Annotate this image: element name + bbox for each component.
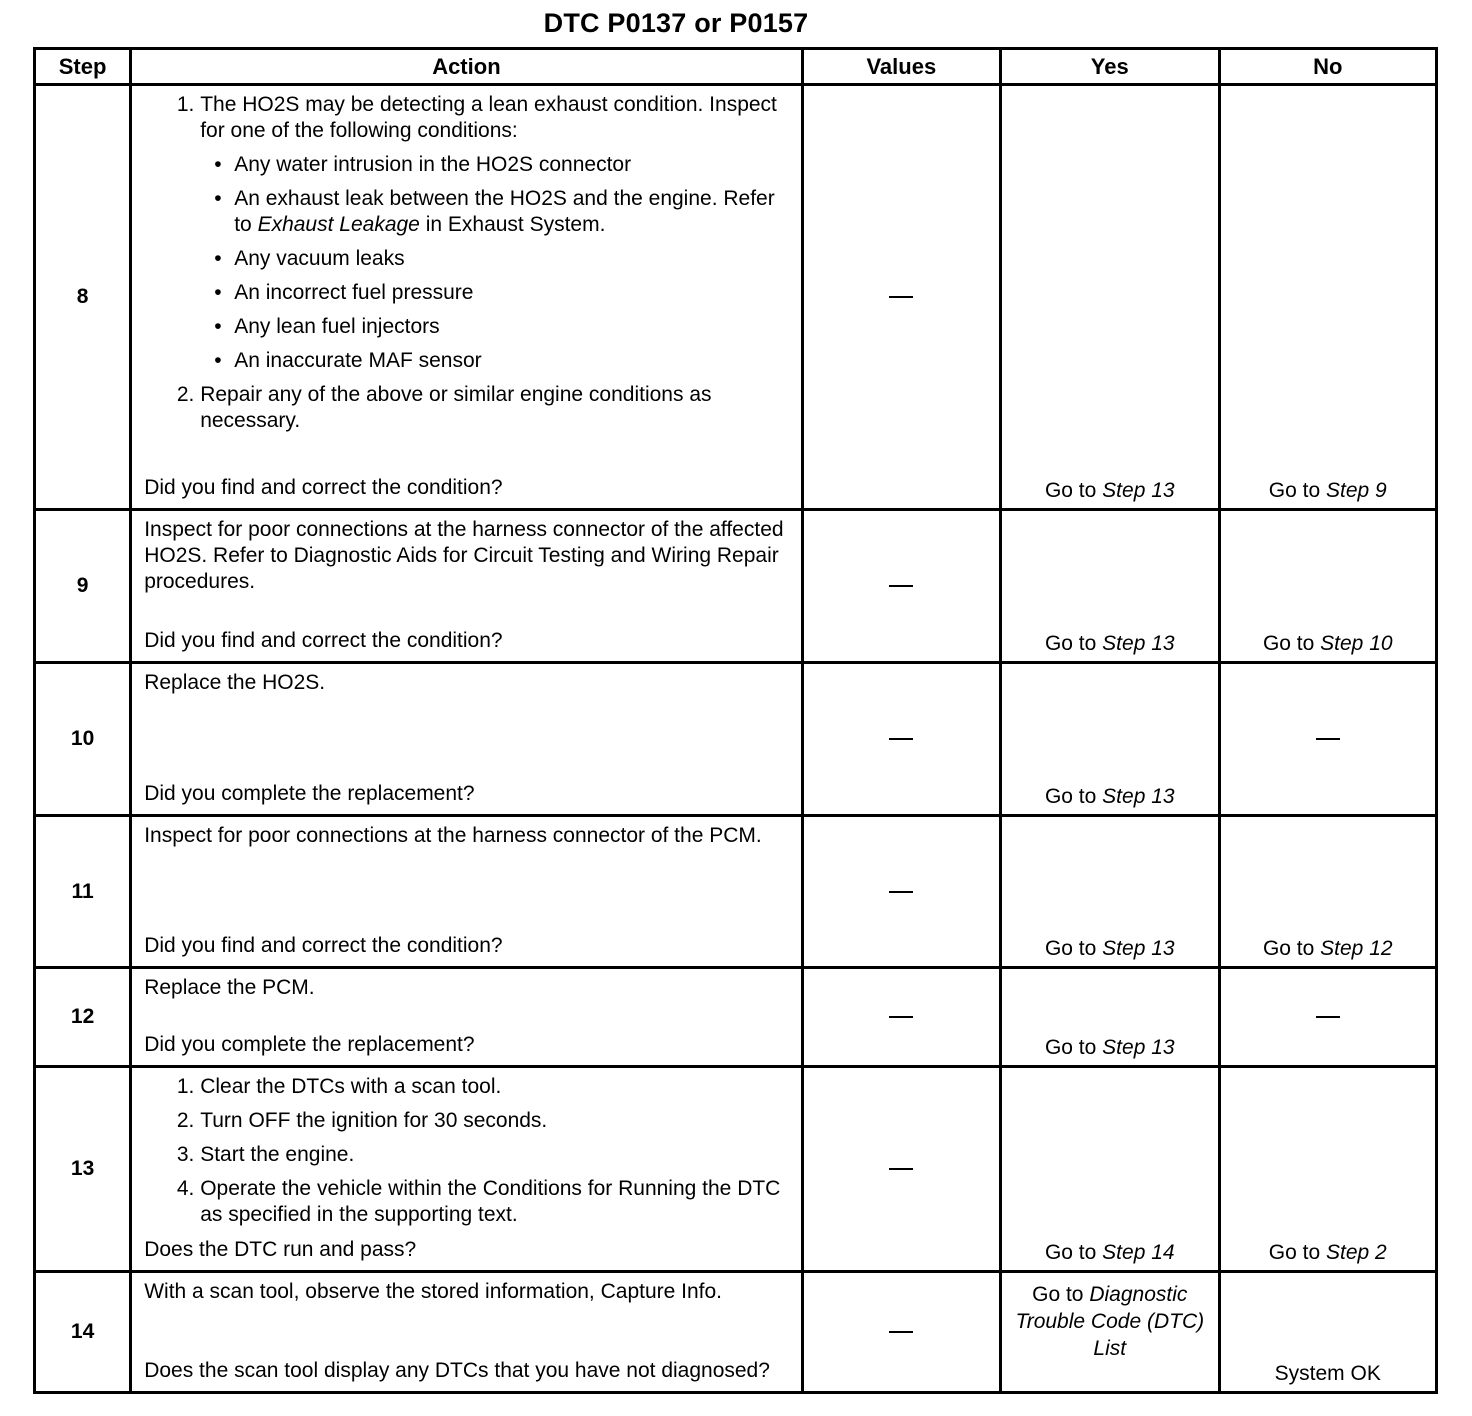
action-item: 2. Repair any of the above or similar engine conditions as necessary. <box>200 382 788 434</box>
dash <box>889 1168 913 1170</box>
go-to-label: Go to <box>1044 1241 1097 1264</box>
go-to-label: Go to <box>1044 1036 1097 1059</box>
action-cell <box>131 816 802 968</box>
step-link[interactable]: Step 2 <box>1326 1241 1387 1264</box>
action-item-text: The HO2S may be detecting a lean exhaust condition. Inspect for one of the following conditions: <box>200 93 777 142</box>
table-row <box>35 816 1437 968</box>
action-text: Replace the HO2S. <box>144 671 326 694</box>
action-cell <box>131 1067 802 1272</box>
step-link[interactable]: Step 13 <box>1102 785 1175 808</box>
go-to-label: Go to <box>1044 632 1097 655</box>
question-text: Does the scan tool display any DTCs that you have not diagnosed? <box>144 1359 770 1382</box>
yes-cell <box>1001 968 1219 1067</box>
yes-cell <box>1001 1067 1219 1272</box>
no-goto[interactable] <box>1221 478 1436 504</box>
table-row <box>35 1272 1437 1393</box>
action-text: Inspect for poor connections at the harness connector of the affected HO2S. Refer to Diagnostic Aids for Circuit Testing and Wiring Repair procedures. <box>144 518 784 593</box>
bullet-item <box>234 186 788 238</box>
dash <box>889 585 913 587</box>
step-number: 9 <box>35 510 131 663</box>
question-text: Did you find and correct the condition? <box>144 476 503 499</box>
dash <box>889 1016 913 1018</box>
step-link[interactable]: Step 13 <box>1102 479 1175 502</box>
dash <box>1316 1016 1340 1018</box>
bullet-item: • Any water intrusion in the HO2S connector <box>234 152 788 178</box>
header-yes: Yes <box>1001 49 1219 85</box>
step-link[interactable]: Step 14 <box>1102 1241 1175 1264</box>
step-link[interactable]: Step 10 <box>1320 632 1393 655</box>
no-cell <box>1219 816 1437 968</box>
table-row <box>35 510 1437 663</box>
header-values: Values <box>802 49 1000 85</box>
no-cell <box>1219 1067 1437 1272</box>
bullet-item: • An inaccurate MAF sensor <box>234 348 788 374</box>
table-row <box>35 663 1437 816</box>
yes-goto[interactable] <box>1002 1281 1217 1362</box>
yes-goto[interactable] <box>1002 936 1217 962</box>
action-cell <box>131 85 802 510</box>
no-goto[interactable] <box>1221 936 1436 962</box>
bullet-text: in Exhaust System. <box>425 213 606 236</box>
dtc-table <box>33 47 1438 1394</box>
reference-link[interactable]: Exhaust Leakage <box>257 213 420 236</box>
action-item <box>200 92 788 374</box>
go-to-label: Go to <box>1044 785 1097 808</box>
action-cell <box>131 1272 802 1393</box>
go-to-label: Go to <box>1044 479 1097 502</box>
go-to-label: Go to <box>1262 937 1315 960</box>
action-item: 2. Turn OFF the ignition for 30 seconds. <box>200 1108 788 1134</box>
question-text: Did you complete the replacement? <box>144 782 475 805</box>
action-cell <box>131 510 802 663</box>
question-text: Did you find and correct the condition? <box>144 629 503 652</box>
question-text: Did you find and correct the condition? <box>144 934 503 957</box>
yes-cell <box>1001 510 1219 663</box>
yes-cell <box>1001 816 1219 968</box>
bullet-text: An exhaust leak between the HO2S and the engine. Refer to <box>234 187 775 236</box>
yes-goto[interactable] <box>1002 478 1217 504</box>
action-text: Replace the PCM. <box>144 976 315 999</box>
go-to-label: Go to <box>1268 479 1321 502</box>
values-cell <box>802 1272 1000 1393</box>
step-link[interactable]: Step 12 <box>1320 937 1393 960</box>
yes-cell <box>1001 1272 1219 1393</box>
yes-goto[interactable] <box>1002 784 1217 810</box>
no-cell <box>1219 510 1437 663</box>
bullet-item: • An incorrect fuel pressure <box>234 280 788 306</box>
table-row <box>35 1067 1437 1272</box>
values-cell <box>802 816 1000 968</box>
step-number: 8 <box>35 85 131 510</box>
yes-goto[interactable] <box>1002 631 1217 657</box>
step-link[interactable]: Step 9 <box>1326 479 1387 502</box>
action-text: With a scan tool, observe the stored information, Capture Info. <box>144 1280 723 1303</box>
dtc-list-link[interactable]: Diagnostic Trouble Code (DTC) List <box>1015 1283 1205 1360</box>
values-cell <box>802 663 1000 816</box>
values-cell <box>802 1067 1000 1272</box>
go-to-label: Go to <box>1262 632 1315 655</box>
values-cell <box>802 968 1000 1067</box>
values-cell <box>802 85 1000 510</box>
no-cell <box>1219 663 1437 816</box>
no-cell <box>1219 85 1437 510</box>
table-row <box>35 968 1437 1067</box>
yes-cell <box>1001 85 1219 510</box>
action-item: 1. Clear the DTCs with a scan tool. <box>200 1074 788 1100</box>
question-text: Did you complete the replacement? <box>144 1033 475 1056</box>
bullet-item: • Any lean fuel injectors <box>234 314 788 340</box>
no-goto[interactable] <box>1221 631 1436 657</box>
values-cell <box>802 510 1000 663</box>
step-number: 14 <box>35 1272 131 1393</box>
no-cell <box>1219 968 1437 1067</box>
dash <box>889 891 913 893</box>
action-cell <box>131 968 802 1067</box>
action-text: Inspect for poor connections at the harness connector of the PCM. <box>144 824 762 847</box>
dash <box>889 296 913 298</box>
go-to-label: Go to <box>1044 937 1097 960</box>
page-title: DTC P0137 or P0157 <box>543 8 809 38</box>
step-number: 11 <box>35 816 131 968</box>
question-text: Does the DTC run and pass? <box>144 1238 417 1261</box>
yes-goto[interactable] <box>1002 1035 1217 1061</box>
step-link[interactable]: Step 13 <box>1102 1036 1175 1059</box>
action-item: 3. Start the engine. <box>200 1142 788 1168</box>
system-ok-text: System OK <box>1274 1362 1381 1385</box>
bullet-item: • Any vacuum leaks <box>234 246 788 272</box>
dash <box>1316 738 1340 740</box>
yes-goto[interactable] <box>1002 1240 1217 1266</box>
table-row <box>35 85 1437 510</box>
action-item: 4. Operate the vehicle within the Conditions for Running the DTC as specified in the supporting text. <box>200 1176 788 1228</box>
go-to-label: Go to <box>1268 1241 1321 1264</box>
dash <box>889 738 913 740</box>
step-number: 10 <box>35 663 131 816</box>
no-cell <box>1219 1272 1437 1393</box>
step-link[interactable]: Step 13 <box>1102 937 1175 960</box>
header-row <box>35 49 1437 85</box>
go-to-label: Go to <box>1032 1283 1084 1306</box>
step-number: 13 <box>35 1067 131 1272</box>
step-link[interactable]: Step 13 <box>1102 632 1175 655</box>
yes-cell <box>1001 663 1219 816</box>
no-goto[interactable] <box>1221 1240 1436 1266</box>
header-step: Step <box>35 49 131 85</box>
header-no: No <box>1219 49 1437 85</box>
header-action: Action <box>131 49 802 85</box>
action-cell <box>131 663 802 816</box>
dash <box>889 1331 913 1333</box>
step-number: 12 <box>35 968 131 1067</box>
